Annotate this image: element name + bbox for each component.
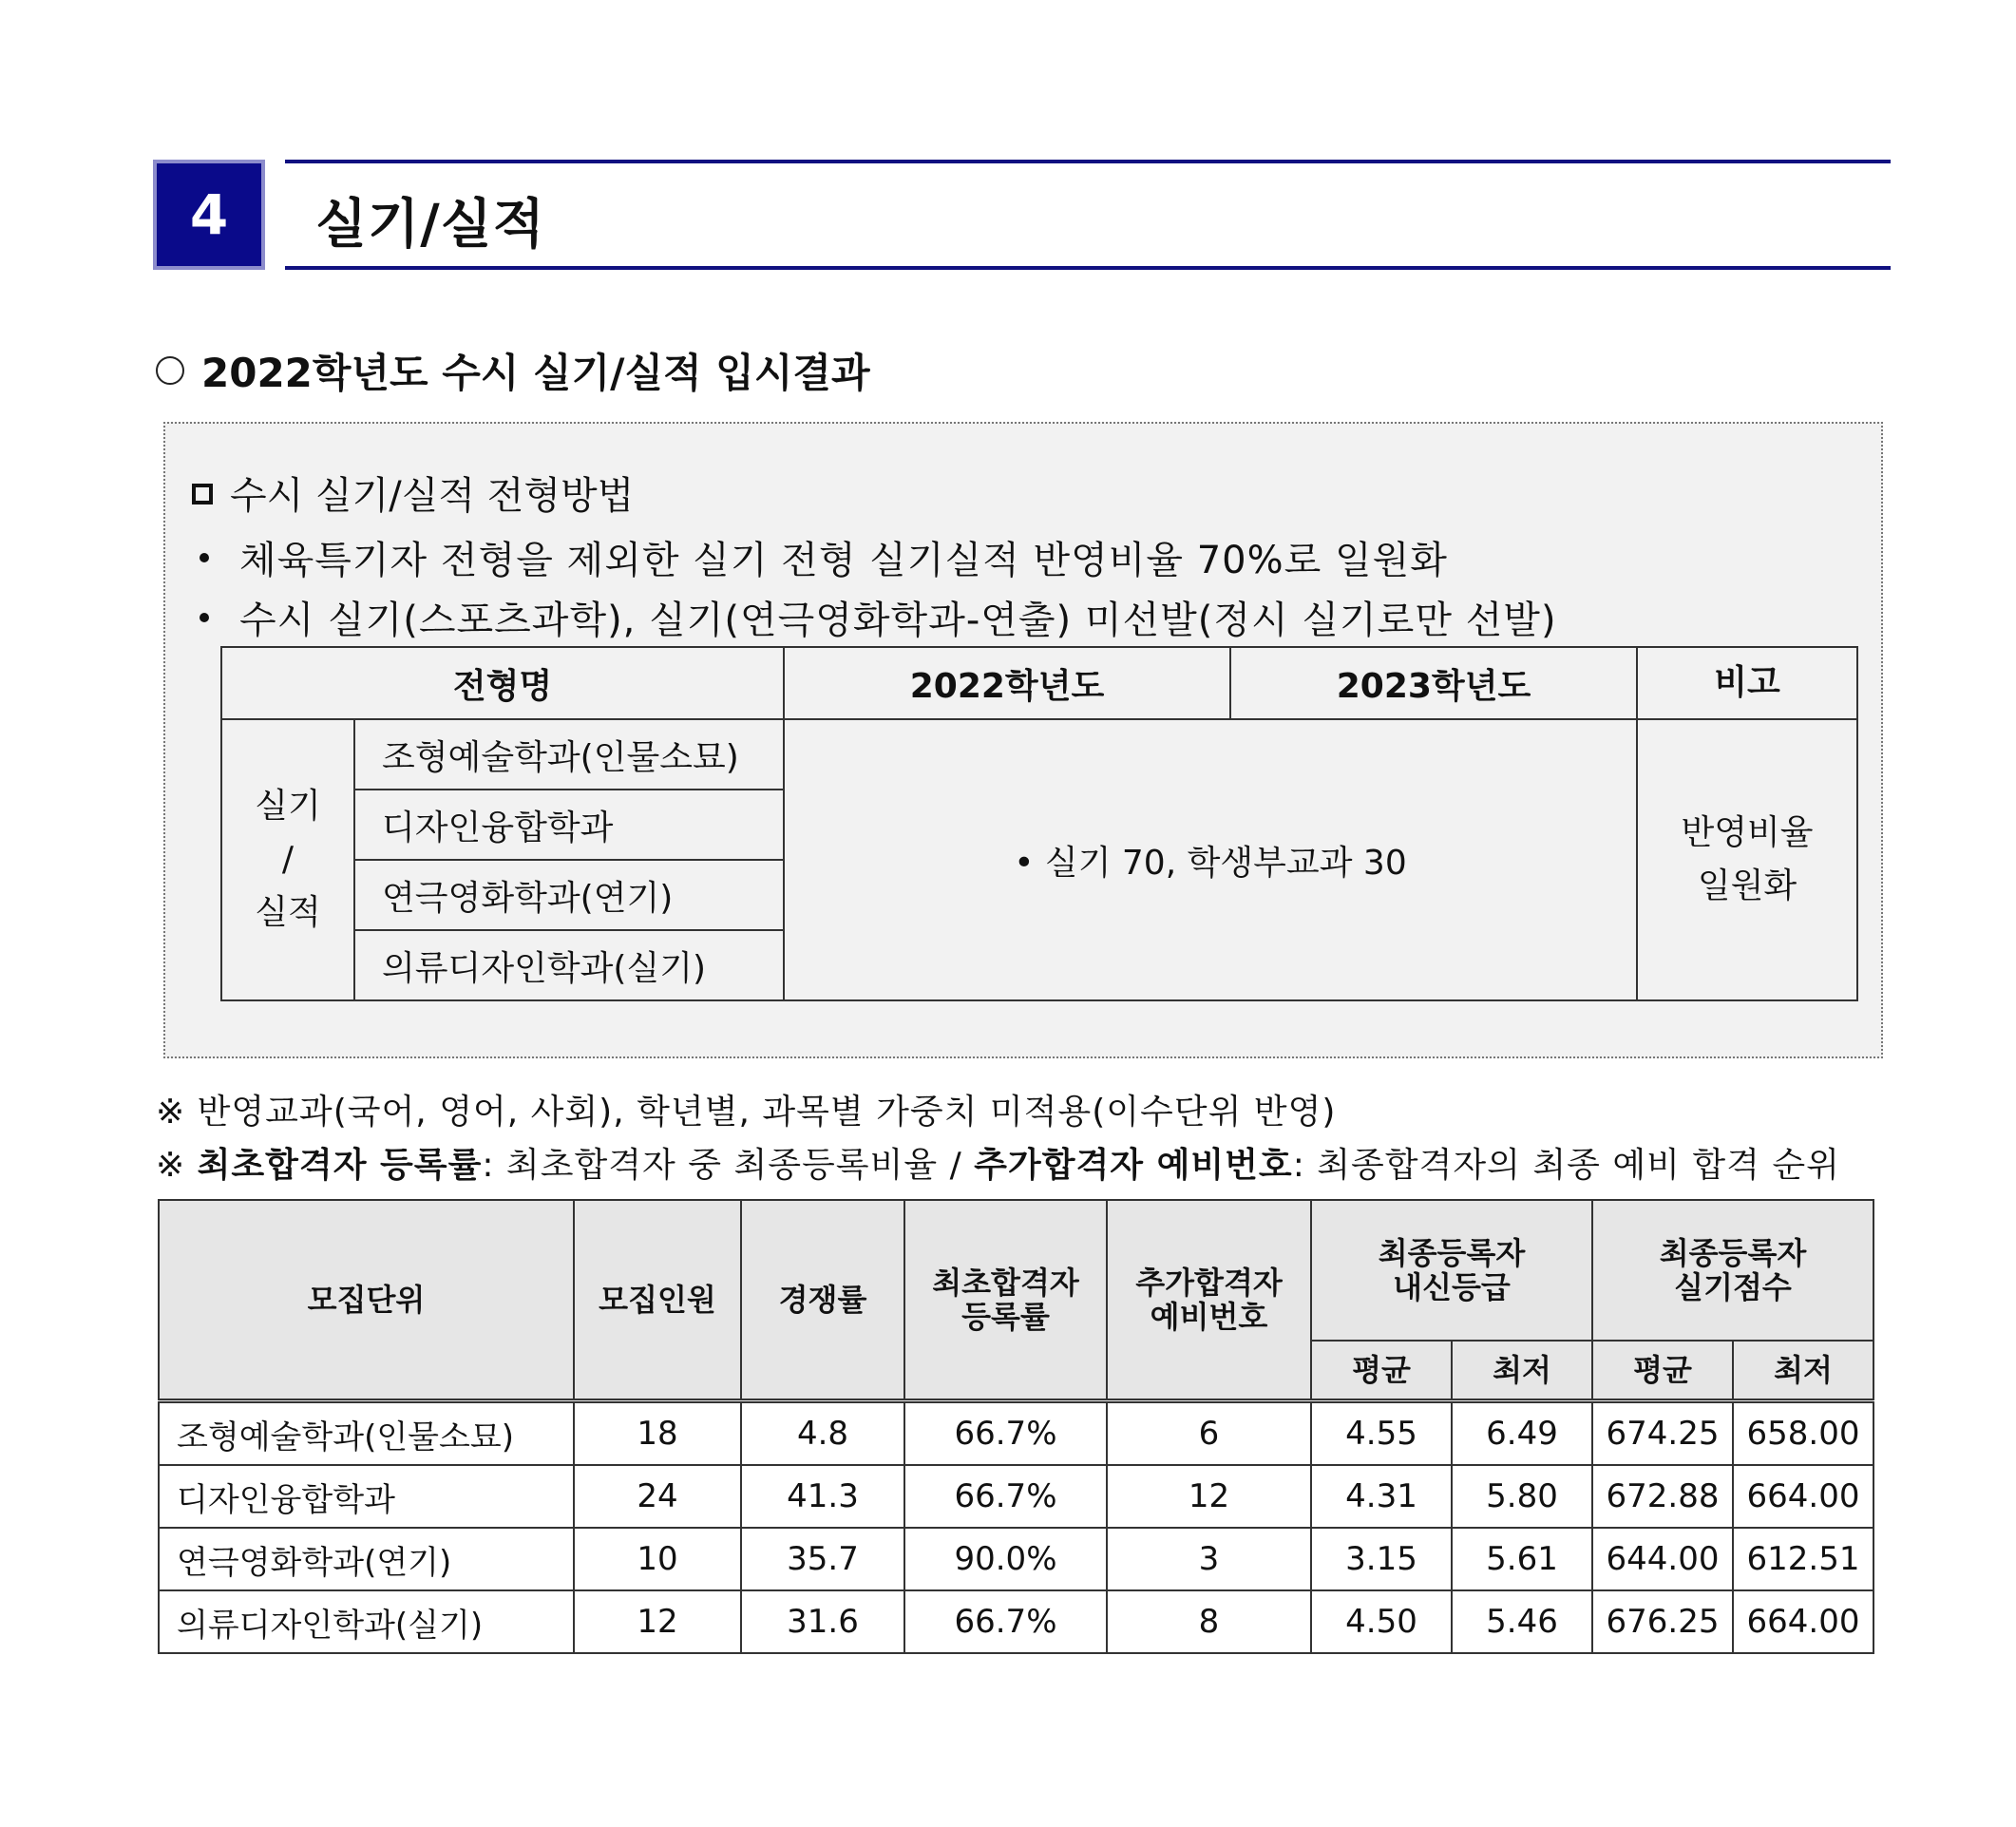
- cell-score-avg: 672.88: [1592, 1465, 1733, 1528]
- method-department: 연극영화학과(연기): [354, 860, 784, 930]
- cell-waitlist: 3: [1107, 1528, 1311, 1590]
- note-text: : 최종합격자의 최종 예비 합격 순위: [1292, 1146, 1840, 1185]
- cell-waitlist: 12: [1107, 1465, 1311, 1528]
- method-department: 조형예술학과(인물소묘): [354, 719, 784, 790]
- cell-grade-avg: 3.15: [1311, 1528, 1452, 1590]
- cell-registration: 66.7%: [904, 1465, 1107, 1528]
- note-line: 반영비율: [1681, 813, 1814, 852]
- method-heading-text: 수시 실기/실적 전형방법: [230, 474, 635, 518]
- cell-grade-min: 5.61: [1452, 1528, 1592, 1590]
- section-rule-top: [285, 160, 1891, 163]
- cell-grade-min: 5.46: [1452, 1590, 1592, 1653]
- cell-grade-avg: 4.31: [1311, 1465, 1452, 1528]
- method-bullet: [200, 530, 1448, 584]
- cell-ratio: 41.3: [741, 1465, 904, 1528]
- method-table: [220, 646, 1858, 1001]
- section-number: 4: [153, 160, 265, 270]
- note-text: : 최초합격자 중 최종등록비율 /: [482, 1146, 975, 1185]
- method-category: [221, 719, 354, 1000]
- cell-registration: 90.0%: [904, 1528, 1107, 1590]
- header-registration: [904, 1200, 1107, 1401]
- bullet-dot-icon: [200, 613, 209, 622]
- header-grade: [1311, 1200, 1592, 1341]
- method-header-2023: 2023학년도: [1230, 647, 1637, 719]
- cell-registration: 66.7%: [904, 1401, 1107, 1466]
- cell-score-min: 664.00: [1733, 1465, 1873, 1528]
- cell-grade-min: 6.49: [1452, 1401, 1592, 1466]
- subtitle-text: 2022학년도 수시 실기/실적 입시결과: [201, 350, 870, 396]
- results-table: [158, 1199, 1874, 1654]
- category-line: 실기: [255, 787, 321, 826]
- header-line: 실기점수: [1674, 1269, 1792, 1305]
- section-title: 실기/실적: [315, 194, 545, 256]
- cell-quota: 18: [574, 1401, 741, 1466]
- note-definitions: [156, 1138, 1840, 1187]
- header-score-min: 최저: [1733, 1341, 1873, 1401]
- cell-ratio: 35.7: [741, 1528, 904, 1590]
- cell-unit: 의류디자인학과(실기): [159, 1590, 574, 1653]
- cell-grade-avg: 4.55: [1311, 1401, 1452, 1466]
- header-grade-avg: 평균: [1311, 1341, 1452, 1401]
- cell-quota: 12: [574, 1590, 741, 1653]
- note-subjects: ※ 반영교과(국어, 영어, 사회), 학년별, 과목별 가중치 미적용(이수단위 반영): [156, 1093, 1337, 1132]
- table-row: [159, 1465, 1873, 1528]
- method-heading: [192, 466, 634, 520]
- cell-score-min: 612.51: [1733, 1528, 1873, 1590]
- header-ratio: 경쟁률: [741, 1200, 904, 1401]
- cell-grade-avg: 4.50: [1311, 1590, 1452, 1653]
- method-department: 디자인융합학과: [354, 790, 784, 860]
- cell-score-avg: 644.00: [1592, 1528, 1733, 1590]
- circle-bullet-icon: [156, 356, 184, 385]
- cell-score-avg: 676.25: [1592, 1590, 1733, 1653]
- method-header-name: 전형명: [221, 647, 784, 719]
- cell-waitlist: 6: [1107, 1401, 1311, 1466]
- method-ratio-text: • 실기 70, 학생부교과 30: [784, 719, 1637, 1000]
- header-line: 내신등급: [1393, 1269, 1511, 1305]
- cell-registration: 66.7%: [904, 1590, 1107, 1653]
- header-score-avg: 평균: [1592, 1341, 1733, 1401]
- header-line: 최종등록자: [1659, 1235, 1807, 1271]
- table-row: [159, 1401, 1873, 1466]
- header-waitlist: [1107, 1200, 1311, 1401]
- table-row: [159, 1528, 1873, 1590]
- subtitle: [156, 342, 870, 399]
- category-line: 실적: [255, 893, 321, 932]
- method-bullet-text: 체육특기자 전형을 제외한 실기 전형 실기실적 반영비율 70%로 일원화: [239, 539, 1448, 582]
- method-note: [1637, 719, 1857, 1000]
- header-line: 예비번호: [1150, 1299, 1268, 1335]
- section-rule-bottom: [285, 266, 1891, 270]
- method-box: [163, 422, 1883, 1058]
- header-line: 최초합격자: [932, 1265, 1079, 1301]
- note-term-registration: 최초합격자 등록률: [197, 1146, 483, 1185]
- cell-score-avg: 674.25: [1592, 1401, 1733, 1466]
- cell-unit: 디자인융합학과: [159, 1465, 574, 1528]
- cell-grade-min: 5.80: [1452, 1465, 1592, 1528]
- cell-score-min: 664.00: [1733, 1590, 1873, 1653]
- header-score: [1592, 1200, 1873, 1341]
- checkbox-bullet-icon: [192, 484, 213, 504]
- header-line: 최종등록자: [1378, 1235, 1526, 1271]
- method-header-note: 비고: [1637, 647, 1857, 719]
- note-term-waitlist: 추가합격자 예비번호: [974, 1146, 1293, 1185]
- header-unit: 모집단위: [159, 1200, 574, 1401]
- cell-quota: 24: [574, 1465, 741, 1528]
- cell-ratio: 4.8: [741, 1401, 904, 1466]
- cell-unit: 조형예술학과(인물소묘): [159, 1401, 574, 1466]
- cell-ratio: 31.6: [741, 1590, 904, 1653]
- method-department: 의류디자인학과(실기): [354, 930, 784, 1000]
- method-bullet-text: 수시 실기(스포츠과학), 실기(연극영화학과-연출) 미선발(정시 실기로만 선발): [239, 599, 1557, 642]
- table-row: [159, 1590, 1873, 1653]
- header-line: 추가합격자: [1135, 1265, 1283, 1301]
- header-quota: 모집인원: [574, 1200, 741, 1401]
- method-bullet: [200, 590, 1557, 644]
- bullet-dot-icon: [200, 553, 209, 562]
- cell-waitlist: 8: [1107, 1590, 1311, 1653]
- cell-quota: 10: [574, 1528, 741, 1590]
- header-grade-min: 최저: [1452, 1341, 1592, 1401]
- note-prefix: ※: [156, 1146, 198, 1185]
- cell-unit: 연극영화학과(연기): [159, 1528, 574, 1590]
- cell-score-min: 658.00: [1733, 1401, 1873, 1466]
- header-line: 등록률: [961, 1299, 1050, 1335]
- note-line: 일원화: [1697, 866, 1797, 905]
- category-line: /: [281, 840, 295, 879]
- method-header-2022: 2022학년도: [784, 647, 1230, 719]
